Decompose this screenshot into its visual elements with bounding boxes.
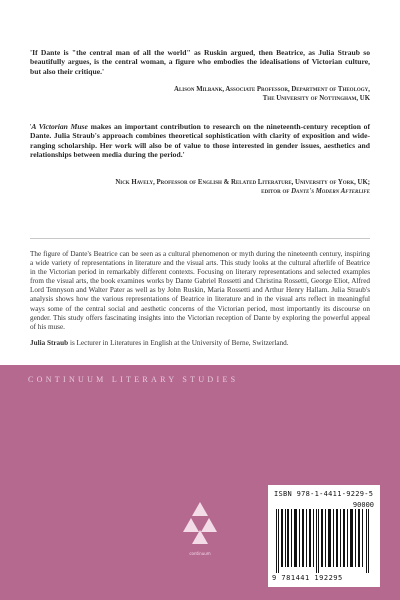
quote-2-text: makes an important contribution to research on the nineteenth-century reception of Dante. Julia Straub's approach combines theoretical sophistication with clarity of exposition and wide-ranging scholarship. Her work will also be of value to those interested in gender issues, aesthetics and relationships between media during the period.': [30, 122, 370, 160]
isbn: ISBN 978-1-4411-9229-5: [274, 490, 374, 498]
ean-number: 9 781441 192295: [272, 574, 343, 582]
publisher-name: continuum: [189, 551, 211, 556]
price-code: 90000: [352, 501, 374, 509]
quote-2-attribution-line1: Nick Havely, Professor of English & Related Literature, University of York, UK;: [115, 179, 370, 186]
author-bio: [30, 339, 370, 348]
author-name: Julia Straub: [30, 339, 69, 347]
quote-2-title: A Victorian Muse: [31, 122, 88, 131]
series-band: [0, 365, 400, 600]
series-title: CONTINUUM LITERARY STUDIES: [28, 375, 239, 384]
author-bio-text: is Lecturer in Literatures in English at the University of Berne, Switzerland.: [68, 339, 289, 347]
quote-2-attribution-work: Dante's Modern Afterlife: [291, 188, 370, 196]
publisher-logo-icon: [180, 500, 220, 548]
quote-2-attribution: [30, 178, 370, 196]
divider: [30, 238, 370, 239]
quote-1: [30, 48, 370, 76]
quote-1-attribution-line2: The University of Nottingham, UK: [262, 95, 370, 103]
barcode-bars-icon: [274, 501, 374, 573]
quote-2: 'A Victorian Muse makes an important contribution to research on the nineteenth-century reception of Dante. Julia Straub's approach combines theoretical sophistication with clarity of exposition and wide-ranging scholarship. Her work will also be of value to those interested in gender issues, aesthetics and relationships between media during the period.': [30, 122, 370, 160]
book-description: The figure of Dante's Beatrice can be seen as a cultural phenomenon or myth during the nineteenth century, inspiring a wide variety of representations in literature and the visual arts. This study looks at the cultural afterlife of Beatrice in the Victorian period in remarkably different contexts. Focusing on literary representations and selected examples from the visual arts, the book examines works by Dante Gabriel Rossetti and Christina Rossetti, George Eliot, Alfred Lord Tennyson and Walter Pater as well as by John Ruskin, Maria Rossetti and Arthur Henry Hallam. Julia Straub's analysis shows how the various representations of Beatrice in literature and in the visual arts reflect in meaningful ways some of the central social and aesthetic concerns of the Victorian period, most importantly its discourse on gender. This study offers fascinating insights into the Victorian reception of Dante by exploring the powerful appeal of his muse.: [30, 250, 370, 331]
quote-1-attribution: [30, 85, 370, 103]
barcode: [268, 485, 380, 587]
quote-1-attribution-line1: Alison Milbank, Associate Professor, Department of Theology,: [174, 86, 370, 93]
quote-2-attribution-prefix: editor of: [261, 188, 292, 196]
quote-1-text: 'If Dante is "the central man of all the world" as Ruskin argued, then Beatrice, as Julia Straub so beautifully argues, is the central woman, a figure who embodies the idealisations of Victorian culture, but also their critique.': [30, 48, 370, 76]
